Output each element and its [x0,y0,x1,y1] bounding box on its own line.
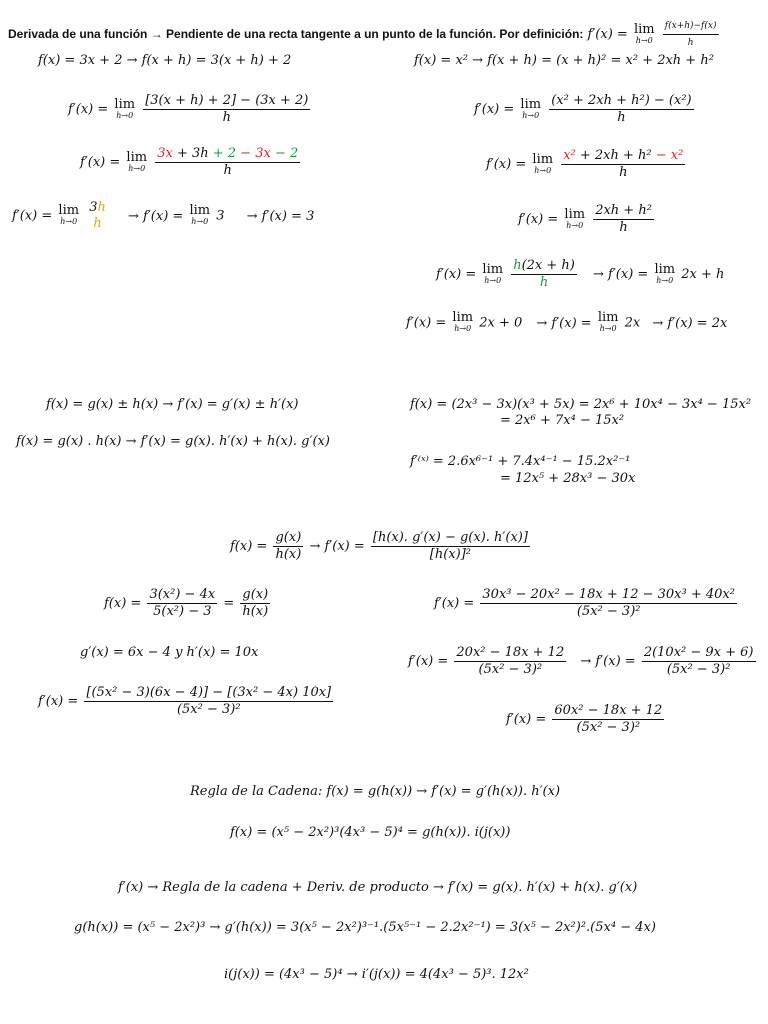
quotient-rule: f(x) = $\frac{g(x)}{h(x)}$ → f′(x) = $\frac{[h(x). g'(x) - g(x). h'(x)]}{\text{[h(x)]²}}$ [230,530,528,562]
chain-g-derivative: g(h(x)) = (x⁵ − 2x²)³ → g′(h(x)) = 3(x⁵ − 2x²)³⁻¹.(5x⁵⁻¹ − 2.2x²⁻¹) = 3(x⁵ − 2x²)².(5x⁴ − 4x) [74,920,656,935]
polynomial-derivative-2: = 12x⁵ + 28x³ − 30x [500,471,636,486]
definition-lhs: f′(x) = [587,27,628,42]
quotient-result: f′(x) = $\frac{\text{60x² − 18x + 12}}{\text{(5x² − 3)²}}$ [506,703,663,735]
quadratic-limit-step-1: f′(x) = lim h→0 $\frac{\text{(x² + 2xh + h²) − (x²)}}{h}$ [474,93,692,125]
quotient-example: f(x) = $\frac{\text{3(x²) − 4x}}{\text{5(x²) − 3}}$ = $\frac{g(x)}{h(x)}$ [104,587,269,619]
linear-limit-step-1: f′(x) = lim h→0 $\frac{[3(x + h) + 2] - (3x + 2)}{h}$ [68,93,309,125]
quotient-derivatives: g′(x) = 6x − 4 y h′(x) = 10x [80,645,259,660]
polynomial-expansion-2: = 2x⁶ + 7x⁴ − 15x² [500,413,625,428]
quadratic-function-line: f(x) = x² → f(x + h) = (x + h)² = x² + 2xh + h² [414,53,714,68]
polynomial-expansion-1: f(x) = (2x³ − 3x)(x³ + 5x) = 2x⁶ + 10x⁴ − 3x⁴ − 15x² [410,397,752,412]
header-title: Derivada de una función → Pendiente de una recta tangente a un punto de la función. Por definición: [8,27,584,41]
definition-limit: lim h→0 [633,21,655,45]
quotient-simplify-1: f′(x) = $\frac{\text{30x³ − 20x² − 18x + 12 − 30x³ + 40x²}}{\text{(5x² − 3)²}}$ [434,587,735,619]
linear-limit-step-2: f′(x) = lim h→0 $\frac{3x + 3h + 2 - 3x - 2}{h}$ [80,146,299,178]
quotient-simplify-2: f′(x) = $\frac{\text{20x² − 18x + 12}}{\text{(5x² − 3)²}}$ → f′(x) = $\frac{\text{2(10x² − 9x + 6)}}{\text{(5x² − 3)²}}$ [408,645,754,677]
chain-example: f(x) = (x⁵ − 2x²)³(4x³ − 5)⁴ = g(h(x)). i(j(x)) [230,825,511,840]
linear-limit-result: f′(x) = lim h→0 3h h → f′(x) = lim h→0 3 → f′(x) = 3 [12,200,315,231]
chain-rule: Regla de la Cadena: f(x) = g(h(x)) → f′(x) = g′(h(x)). h′(x) [190,784,561,799]
linear-function-line: f(x) = 3x + 2 → f(x + h) = 3(x + h) + 2 [38,53,292,68]
chain-i-derivative: i(j(x)) = (4x³ − 5)⁴ → i′(j(x)) = 4(4x³ − 5)³. 12x² [224,967,529,982]
quadratic-limit-result: f′(x) = lim h→0 2x + 0 → f′(x) = lim h→0 2x → f′(x) = 2x [406,310,728,333]
chain-product-combination: f′(x) → Regla de la cadena + Deriv. de producto → f′(x) = g(x). h′(x) + h(x). g′(x) [118,880,638,895]
polynomial-derivative-1: f′⁽ˣ⁾ = 2.6x⁶⁻¹ + 7.4x⁴⁻¹ − 15.2x²⁻¹ [410,454,631,469]
quadratic-limit-step-2: f′(x) = lim h→0 $\frac{\text{x² + 2xh + h² − x²}}{h}$ [486,148,684,180]
definition-fraction: $\frac{f(x+h)-f(x)}{h}$ [663,18,719,51]
quotient-applied: f′(x) = $\frac{\text{[(5x² − 3)(6x − 4)] − [(3x² − 4x) 10x]}}{\text{(5x² − 3)²}}$ [38,685,332,717]
quadratic-limit-step-4: f′(x) = lim h→0 $\frac{h(2x + h)}{h}$ → f′(x) = lim h→0 2x + h [436,258,725,290]
product-rule: f(x) = g(x) . h(x) → f′(x) = g(x). h′(x) + h(x). g′(x) [16,434,330,449]
header-line [8,18,721,51]
sum-rule: f(x) = g(x) ± h(x) → f′(x) = g′(x) ± h′(x) [46,397,299,412]
quadratic-limit-step-3: f′(x) = lim h→0 $\frac{\text{2xh + h²}}{h}$ [518,203,652,235]
